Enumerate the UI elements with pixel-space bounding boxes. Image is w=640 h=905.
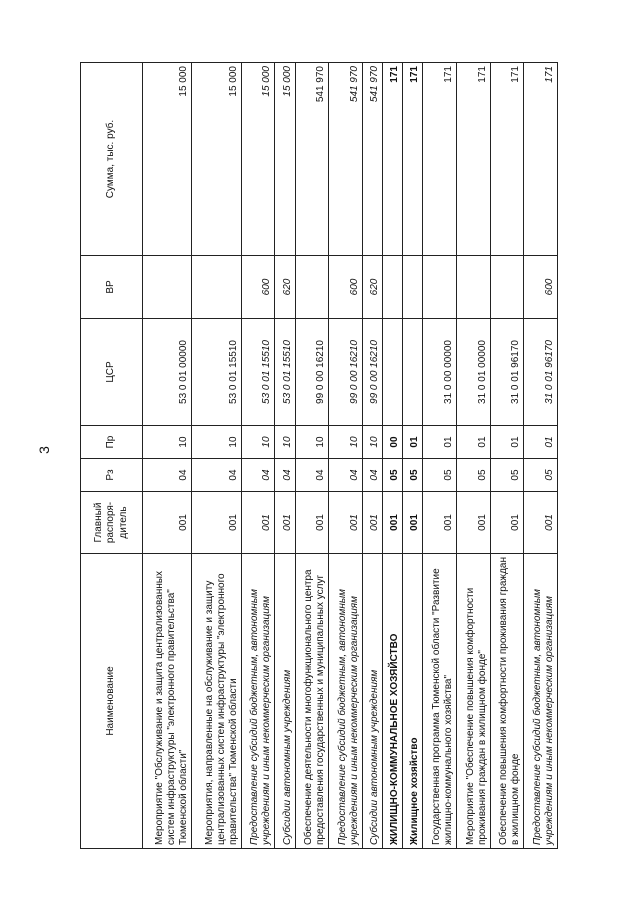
header-sum: Сумма, тыс. руб.: [81, 63, 143, 256]
cell-chief-administrator: 001: [403, 492, 423, 554]
cell-pr: 10: [295, 426, 329, 459]
table-row: [143, 63, 192, 849]
cell-vr: 600: [524, 256, 558, 319]
cell-vr: 600: [241, 256, 275, 319]
cell-name: Предоставление субсидий бюджетным, автономным учреждениям и иным некоммерческим организациям: [241, 554, 275, 849]
cell-chief-administrator: 001: [490, 492, 524, 554]
header-csr: ЦСР: [81, 319, 143, 426]
cell-chief-administrator: 001: [524, 492, 558, 554]
page-number: 3: [36, 446, 52, 454]
header-chief-administrator: Главный распоря-дитель: [81, 492, 143, 554]
table-row: [241, 63, 275, 849]
cell-vr: [192, 256, 241, 319]
cell-sum: 171: [457, 63, 491, 256]
cell-vr: [423, 256, 457, 319]
budget-table: [80, 62, 558, 849]
table-row: [362, 63, 382, 849]
cell-sum: 15 000: [192, 63, 241, 256]
table-body: [143, 63, 558, 849]
table-row: [329, 63, 363, 849]
cell-sum: 15 000: [241, 63, 275, 256]
cell-pr: 10: [192, 426, 241, 459]
cell-name: Предоставление субсидий бюджетным, автономным учреждениям и иным некоммерческим организациям: [524, 554, 558, 849]
cell-rz: 04: [275, 459, 295, 492]
cell-name: Мероприятия, направленные на обслуживание и защиту централизованных систем инфраструктуры "электронного правительства" Тюменской области: [192, 554, 241, 849]
cell-rz: 05: [457, 459, 491, 492]
cell-name: Обеспечение деятельности многофункционального центра предоставления государственных и муниципальных услуг: [295, 554, 329, 849]
cell-csr: 53 0 01 15510: [241, 319, 275, 426]
cell-chief-administrator: 001: [457, 492, 491, 554]
cell-pr: 01: [457, 426, 491, 459]
cell-csr: 31 0 01 96170: [524, 319, 558, 426]
cell-name: Жилищное хозяйство: [403, 554, 423, 849]
table-frame: [80, 63, 558, 849]
cell-chief-administrator: 001: [423, 492, 457, 554]
cell-chief-administrator: 001: [295, 492, 329, 554]
cell-csr: 31 0 00 00000: [423, 319, 457, 426]
cell-chief-administrator: 001: [143, 492, 192, 554]
cell-vr: [457, 256, 491, 319]
cell-csr: 53 0 01 00000: [143, 319, 192, 426]
cell-pr: 01: [423, 426, 457, 459]
table-row: [423, 63, 457, 849]
table-row: [295, 63, 329, 849]
cell-rz: 04: [362, 459, 382, 492]
cell-chief-administrator: 001: [275, 492, 295, 554]
table-header-row: [81, 63, 143, 849]
cell-chief-administrator: 001: [192, 492, 241, 554]
cell-pr: 10: [362, 426, 382, 459]
cell-pr: 10: [329, 426, 363, 459]
cell-chief-administrator: 001: [382, 492, 402, 554]
table-row: [490, 63, 524, 849]
cell-sum: 541 970: [362, 63, 382, 256]
table-row: [403, 63, 423, 849]
cell-name: Предоставление субсидий бюджетным, автономным учреждениям и иным некоммерческим организациям: [329, 554, 363, 849]
cell-rz: 05: [403, 459, 423, 492]
cell-csr: [382, 319, 402, 426]
cell-rz: 04: [329, 459, 363, 492]
cell-rz: 04: [241, 459, 275, 492]
cell-sum: 541 970: [329, 63, 363, 256]
table-row: [524, 63, 558, 849]
table-row: [192, 63, 241, 849]
cell-name: Обеспечение повышения комфортности проживания граждан в жилищном фонде: [490, 554, 524, 849]
cell-rz: 05: [423, 459, 457, 492]
cell-name: Субсидии автономным учреждениям: [362, 554, 382, 849]
cell-vr: [382, 256, 402, 319]
cell-sum: 171: [382, 63, 402, 256]
cell-pr: 01: [524, 426, 558, 459]
cell-pr: 10: [275, 426, 295, 459]
cell-rz: 05: [524, 459, 558, 492]
cell-csr: 31 0 01 96170: [490, 319, 524, 426]
cell-name: Мероприятие "Обеспечение повышения комфортности проживания граждан в жилищном фонде": [457, 554, 491, 849]
cell-sum: 541 970: [295, 63, 329, 256]
cell-csr: 99 0 00 16210: [329, 319, 363, 426]
cell-rz: 04: [295, 459, 329, 492]
header-name: Наименование: [81, 554, 143, 849]
cell-csr: 99 0 00 16210: [295, 319, 329, 426]
cell-chief-administrator: 001: [241, 492, 275, 554]
table-row: [382, 63, 402, 849]
cell-chief-administrator: 001: [362, 492, 382, 554]
cell-vr: [295, 256, 329, 319]
cell-csr: 31 0 01 00000: [457, 319, 491, 426]
table-row: [457, 63, 491, 849]
cell-name: Государственная программа Тюменской области "Развитие жилищно-коммунального хозяйства": [423, 554, 457, 849]
rotated-table-area: [80, 63, 558, 849]
cell-pr: 00: [382, 426, 402, 459]
cell-pr: 10: [143, 426, 192, 459]
table-row: [275, 63, 295, 849]
header-pr: Пр: [81, 426, 143, 459]
cell-csr: 53 0 01 15510: [192, 319, 241, 426]
cell-vr: [143, 256, 192, 319]
cell-rz: 04: [192, 459, 241, 492]
cell-name: Мероприятие "Обслуживание и защита централизованных систем инфраструктуры "электронного правительства" Тюменской области": [143, 554, 192, 849]
cell-rz: 05: [382, 459, 402, 492]
cell-sum: 171: [403, 63, 423, 256]
cell-sum: 171: [524, 63, 558, 256]
header-vr: ВР: [81, 256, 143, 319]
cell-csr: [403, 319, 423, 426]
cell-vr: 620: [275, 256, 295, 319]
cell-vr: 620: [362, 256, 382, 319]
cell-vr: [490, 256, 524, 319]
cell-rz: 05: [490, 459, 524, 492]
cell-pr: 01: [403, 426, 423, 459]
cell-sum: 171: [490, 63, 524, 256]
cell-sum: 171: [423, 63, 457, 256]
cell-chief-administrator: 001: [329, 492, 363, 554]
cell-name: ЖИЛИЩНО-КОММУНАЛЬНОЕ ХОЗЯЙСТВО: [382, 554, 402, 849]
cell-pr: 10: [241, 426, 275, 459]
cell-vr: [403, 256, 423, 319]
cell-pr: 01: [490, 426, 524, 459]
cell-vr: 600: [329, 256, 363, 319]
cell-csr: 53 0 01 15510: [275, 319, 295, 426]
cell-sum: 15 000: [275, 63, 295, 256]
cell-rz: 04: [143, 459, 192, 492]
cell-csr: 99 0 00 16210: [362, 319, 382, 426]
cell-sum: 15 000: [143, 63, 192, 256]
header-rz: Рз: [81, 459, 143, 492]
cell-name: Субсидии автономным учреждениям: [275, 554, 295, 849]
